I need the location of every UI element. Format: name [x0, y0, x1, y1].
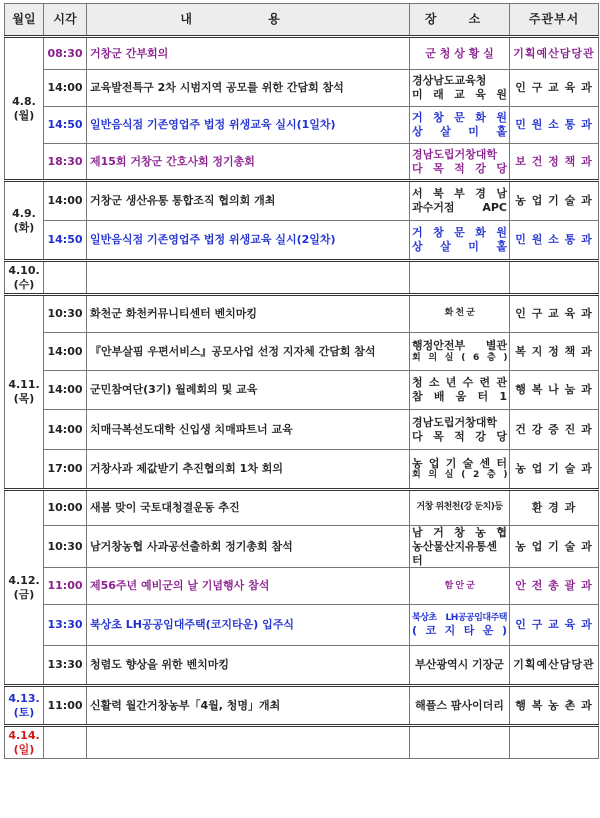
place-cell — [410, 605, 510, 646]
schedule-row — [5, 568, 599, 605]
day-weekday: (토) — [13, 705, 35, 719]
place-cell — [410, 333, 510, 371]
place-line: 북상초 LH공공임대주택 — [412, 612, 507, 623]
header-dept: 주관부서 — [510, 4, 599, 37]
place-line: 다 목 적 강 당 — [412, 161, 507, 175]
place-cell — [410, 221, 510, 261]
place-cell — [410, 526, 510, 568]
dept-cell: 기획예산담당관 — [510, 646, 599, 686]
place-cell — [410, 181, 510, 221]
place-line: 농산물산지유통센터 — [412, 539, 498, 567]
day-cell — [5, 261, 44, 295]
place-cell — [410, 686, 510, 726]
schedule-row — [5, 70, 599, 107]
schedule-row — [5, 686, 599, 726]
dept-cell: 건 강 증 진 과 — [510, 410, 599, 450]
place-line: 서 북 부 경 남 — [412, 187, 507, 201]
place-line: 거 창 문 화 원 — [412, 111, 507, 125]
place-line: 회 의 실 ( 6 층 ) — [412, 352, 507, 363]
day-date: 4.9. — [12, 206, 36, 220]
place-cell — [410, 70, 510, 107]
day-cell — [5, 490, 44, 686]
time-cell: 13:30 — [44, 646, 87, 686]
time-cell: 10:00 — [44, 490, 87, 526]
place-line: 회 의 실 ( 2 층 ) — [412, 470, 507, 481]
dept-cell: 행 복 나 눔 과 — [510, 371, 599, 410]
content-cell: 남거창농협 사과공선출하회 정기총회 참석 — [87, 526, 410, 568]
day-cell — [5, 726, 44, 759]
dept-cell: 행 복 농 촌 과 — [510, 686, 599, 726]
day-weekday: (월) — [13, 108, 35, 122]
content-cell: 신활력 월간거창농부「4월, 청명」개최 — [87, 686, 410, 726]
day-weekday: (금) — [13, 587, 35, 601]
place-line: 함 안 군 — [444, 580, 475, 591]
content-cell: 새봄 맞이 국토대청결운동 추진 — [87, 490, 410, 526]
schedule-row — [5, 450, 599, 490]
dept-cell: 농 업 기 술 과 — [510, 526, 599, 568]
day-cell — [5, 686, 44, 726]
content-cell: 거창군 간부회의 — [87, 37, 410, 70]
dept-cell: 농 업 기 술 과 — [510, 181, 599, 221]
weekly-schedule-table — [4, 3, 599, 759]
dept-cell: 기획예산담당관 — [510, 37, 599, 70]
place-line: 과수거점 APC — [412, 201, 507, 214]
time-cell: 14:00 — [44, 410, 87, 450]
schedule-row — [5, 605, 599, 646]
place-line: 경남도립거창대학 — [412, 147, 498, 161]
time-cell: 13:30 — [44, 605, 87, 646]
place-line: 농 업 기 술 센 터 — [412, 456, 507, 470]
time-cell: 14:00 — [44, 333, 87, 371]
dept-cell: 인 구 교 육 과 — [510, 295, 599, 333]
schedule-row — [5, 490, 599, 526]
place-cell — [410, 37, 510, 70]
day-weekday: (일) — [13, 742, 35, 756]
schedule-row — [5, 295, 599, 333]
schedule-container — [4, 3, 599, 759]
schedule-row — [5, 144, 599, 181]
content-cell: 거창군 생산유통 통합조직 협의회 개최 — [87, 181, 410, 221]
schedule-row — [5, 221, 599, 261]
time-cell: 14:00 — [44, 181, 87, 221]
place-line: 경상남도교육청 — [412, 74, 487, 88]
dept-cell — [510, 261, 599, 295]
day-weekday: (목) — [13, 392, 35, 405]
header-place-label: 장 소 — [424, 12, 495, 26]
dept-cell: 안 전 총 괄 과 — [510, 568, 599, 605]
dept-cell — [510, 726, 599, 759]
content-cell: 치매극복선도대학 신입생 치매파트너 교육 — [87, 410, 410, 450]
place-line: 상 살 미 홀 — [412, 240, 507, 253]
day-date: 4.13. — [8, 692, 40, 705]
day-weekday: (수) — [13, 277, 35, 291]
place-cell — [410, 726, 510, 759]
place-cell — [410, 490, 510, 526]
content-cell: 교육발전특구 2차 시범지역 공모를 위한 간담회 참석 — [87, 70, 410, 107]
content-cell: 청렴도 향상을 위한 벤치마킹 — [87, 646, 410, 686]
content-cell: 화천군 화천커뮤니티센터 벤치마킹 — [87, 295, 410, 333]
place-line: 경남도립거창대학 — [412, 415, 498, 429]
day-date: 4.10. — [8, 263, 40, 277]
dept-cell: 인 구 교 육 과 — [510, 70, 599, 107]
schedule-row — [5, 726, 599, 759]
schedule-row — [5, 107, 599, 144]
dept-cell: 보 건 정 책 과 — [510, 144, 599, 181]
time-cell: 10:30 — [44, 295, 87, 333]
place-line: 행정안전부 별관 — [412, 339, 507, 352]
header-day: 월일 — [5, 4, 44, 37]
place-cell — [410, 144, 510, 181]
place-cell — [410, 410, 510, 450]
place-line: 다 목 적 강 당 — [412, 429, 507, 443]
place-line: 상 살 미 홀 — [412, 125, 507, 138]
place-line: 거창 위천천(강 둔치)등 — [416, 502, 503, 513]
dept-cell: 민 원 소 통 과 — [510, 107, 599, 144]
header-content — [87, 4, 410, 37]
day-cell — [5, 181, 44, 261]
day-cell — [5, 295, 44, 490]
header-row — [5, 4, 599, 37]
day-date: 4.14. — [8, 729, 40, 742]
time-cell: 10:30 — [44, 526, 87, 568]
schedule-row — [5, 37, 599, 70]
place-cell — [410, 646, 510, 686]
schedule-row — [5, 371, 599, 410]
content-cell: 제15회 거창군 간호사회 정기총회 — [87, 144, 410, 181]
schedule-row — [5, 646, 599, 686]
dept-cell: 인 구 교 육 과 — [510, 605, 599, 646]
schedule-row — [5, 333, 599, 371]
time-cell — [44, 726, 87, 759]
schedule-row — [5, 410, 599, 450]
place-cell — [410, 450, 510, 490]
place-cell — [410, 371, 510, 410]
place-line: 참 배 움 터 1 — [412, 390, 507, 403]
content-cell: 군민참여단(3기) 월례회의 및 교육 — [87, 371, 410, 410]
place-line: 군 청 상 황 실 — [425, 46, 494, 60]
day-cell — [5, 37, 44, 181]
day-date: 4.11. — [8, 378, 40, 392]
place-cell — [410, 295, 510, 333]
schedule-row — [5, 526, 599, 568]
place-cell — [410, 568, 510, 605]
place-line: ( 코 지 타 운 ) — [412, 624, 507, 637]
schedule-row — [5, 181, 599, 221]
dept-cell: 복 지 정 책 과 — [510, 333, 599, 371]
place-cell — [410, 261, 510, 295]
place-line: 청 소 년 수 련 관 — [412, 376, 507, 390]
place-line: 남 거 창 농 협 — [412, 526, 507, 539]
time-cell: 14:00 — [44, 70, 87, 107]
day-date: 4.8. — [12, 94, 36, 108]
day-weekday: (화) — [13, 220, 35, 234]
time-cell: 14:00 — [44, 371, 87, 410]
place-line: 거 창 문 화 원 — [412, 226, 507, 240]
content-cell: 거창사과 제값받기 추진협의회 1차 회의 — [87, 450, 410, 490]
header-place — [410, 4, 510, 37]
time-cell: 11:00 — [44, 568, 87, 605]
time-cell: 08:30 — [44, 37, 87, 70]
content-cell — [87, 261, 410, 295]
day-date: 4.12. — [8, 573, 40, 587]
header-time: 시각 — [44, 4, 87, 37]
time-cell: 11:00 — [44, 686, 87, 726]
dept-cell: 농 업 기 술 과 — [510, 450, 599, 490]
content-cell: 일반음식점 기존영업주 법정 위생교육 실시(1일차) — [87, 107, 410, 144]
place-line: 화 천 군 — [444, 308, 475, 319]
place-line: 미 래 교 육 원 — [412, 88, 507, 101]
schedule-body — [5, 37, 599, 759]
place-line: 해플스 팜사이더리 — [415, 698, 504, 712]
content-cell: 북상초 LH공공임대주택(코지타운) 입주식 — [87, 605, 410, 646]
content-cell: 제56주년 예비군의 날 기념행사 참석 — [87, 568, 410, 605]
header-content-label: 내 용 — [180, 12, 316, 26]
content-cell: 『안부살핌 우편서비스』공모사업 선정 지자체 간담회 참석 — [87, 333, 410, 371]
dept-cell: 민 원 소 통 과 — [510, 221, 599, 261]
place-cell — [410, 107, 510, 144]
content-cell: 일반음식점 기존영업주 법정 위생교육 실시(2일차) — [87, 221, 410, 261]
schedule-row — [5, 261, 599, 295]
time-cell: 17:00 — [44, 450, 87, 490]
time-cell: 18:30 — [44, 144, 87, 181]
time-cell: 14:50 — [44, 221, 87, 261]
content-cell — [87, 726, 410, 759]
place-line: 부산광역시 기장군 — [415, 658, 504, 672]
time-cell: 14:50 — [44, 107, 87, 144]
time-cell — [44, 261, 87, 295]
dept-cell: 환 경 과 — [510, 490, 599, 526]
